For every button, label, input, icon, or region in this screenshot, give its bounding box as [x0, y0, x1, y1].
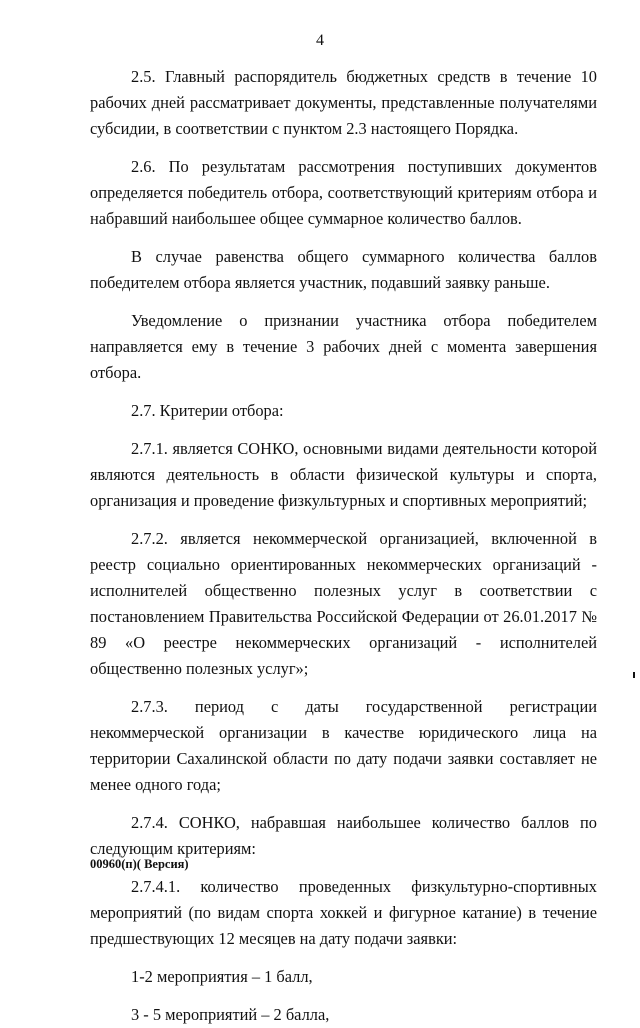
document-footer: 00960(п)( Версия): [90, 857, 189, 871]
document-body: [90, 64, 597, 1028]
margin-mark: [633, 672, 635, 678]
score-item-2: 3 - 5 мероприятий – 2 балла,: [131, 1005, 330, 1024]
paragraph-tie-rule: В случае равенства общего суммарного количества баллов победителем отбора является участник, подавший заявку раньше.: [90, 247, 597, 292]
paragraph-2-7-3: 2.7.3. период с даты государственной регистрации некоммерческой организации в качестве юридического лица на территории Сахалинской области по дату подачи заявки составляет не менее одного года;: [90, 697, 597, 794]
paragraph-2-7: 2.7. Критерии отбора:: [131, 401, 284, 420]
paragraph-2-7-4-1: 2.7.4.1. количество проведенных физкультурно-спортивных мероприятий (по видам спорта хоккей и фигурное катание) в течение предшествующих 12 месяцев на дату подачи заявки:: [90, 877, 597, 948]
page-number: 4: [316, 32, 324, 49]
score-item-1: 1-2 мероприятия – 1 балл,: [131, 967, 313, 986]
paragraph-2-7-2: 2.7.2. является некоммерческой организацией, включенной в реестр социально ориентированных некоммерческих организаций - исполнителей общественно полезных услуг в соответствии с постановлением Правительства Российской Федерации от 26.01.2017 № 89 «О реестре некоммерческих организаций - исполнителей общественно полезных услуг»;: [90, 529, 597, 678]
paragraph-2-6: 2.6. По результатам рассмотрения поступивших документов определяется победитель отбора, соответствующий критериям отбора и набравший наибольшее общее суммарное количество баллов.: [90, 157, 597, 228]
paragraph-2-5: 2.5. Главный распорядитель бюджетных средств в течение 10 рабочих дней рассматривает документы, представленные получателями субсидии, в соответствии с пунктом 2.3 настоящего Порядка.: [90, 67, 597, 138]
paragraph-2-7-4: 2.7.4. СОНКО, набравшая наибольшее количество баллов по следующим критериям:: [90, 813, 597, 858]
paragraph-2-7-1: 2.7.1. является СОНКО, основными видами деятельности которой являются деятельность в области физической культуры и спорта, организация и проведение физкультурных и спортивных мероприятий;: [90, 439, 597, 510]
paragraph-notification: Уведомление о признании участника отбора победителем направляется ему в течение 3 рабочих дней с момента завершения отбора.: [90, 311, 597, 382]
